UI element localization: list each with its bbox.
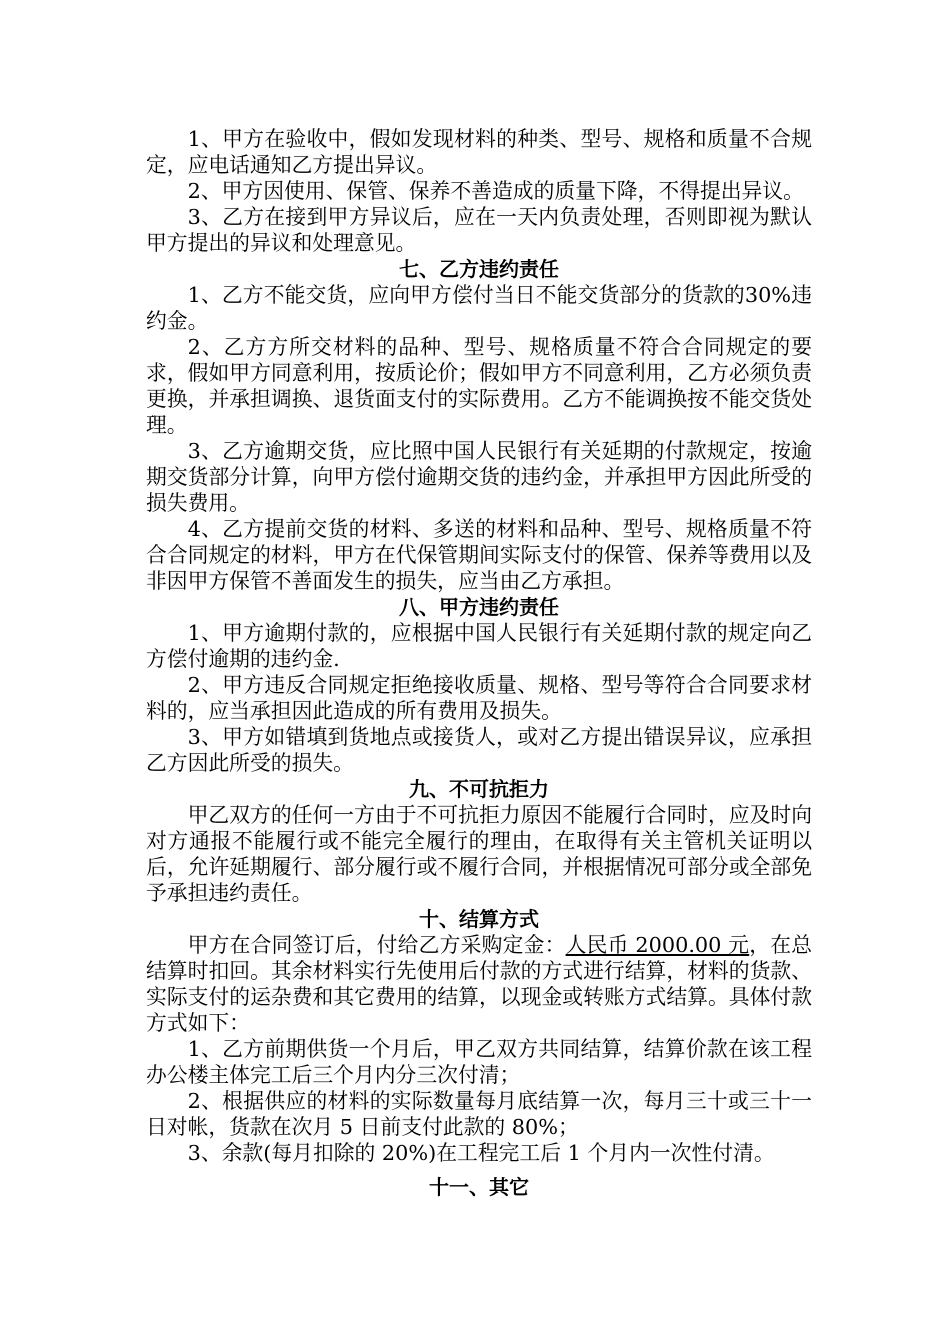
sec7-item-4: 4、乙方提前交货的材料、多送的材料和品种、型号、规格质量不符合合同规定的材料，甲方在代保管期间实际支付的保管、保养等费用以及非因甲方保管不善面发生的损失，应当由乙方承担。 — [146, 517, 812, 593]
sec10-intro-before: 甲方在合同签订后，付给乙方采购定金： — [187, 933, 566, 957]
sec10-item-1: 1、乙方前期供货一个月后，甲乙双方共同结算，结算价款在该工程办公楼主体完工后三个月内分三次付清； — [146, 1037, 812, 1087]
sec10-item-3: 3、余款(每月扣除的 20%)在工程完工后 1 个月内一次性付清。 — [187, 1141, 775, 1165]
sec7-item-1: 1、乙方不能交货，应向甲方偿付当日不能交货部分的货款的30%违约金。 — [146, 283, 812, 333]
sec11-heading: 十一、其它 — [429, 1175, 529, 1199]
deposit-amount: 人民币 2000.00 元 — [565, 933, 750, 957]
sec10-intro-after: ，在总结算时扣回。其余材料实行先使用后付款的方式进行结算，材料的货款、实际支付的运杂费和其它费用的结算，以现金或转账方式结算。具体付款方式如下： — [146, 933, 812, 1035]
sec8-heading: 八、甲方违约责任 — [399, 595, 559, 619]
sec8-item-1: 1、甲方逾期付款的，应根据中国人民银行有关延期付款的规定向乙方偿付逾期的违约金. — [146, 621, 812, 671]
sec7-item-3: 3、乙方逾期交货，应比照中国人民银行有关延期的付款规定，按逾期交货部分计算，向甲方偿付逾期交货的违约金，并承担甲方因此所受的损失费用。 — [146, 439, 812, 515]
sec7-heading: 七、乙方违约责任 — [399, 257, 559, 281]
sec8-item-2: 2、甲方违反合同规定拒绝接收质量、规格、型号等符合合同要求材料的，应当承担因此造成的所有费用及损失。 — [146, 673, 812, 723]
sec10-item-2: 2、根据供应的材料的实际数量每月底结算一次，每月三十或三十一日对帐，货款在次月 5 日前支付此款的 80%； — [146, 1089, 812, 1139]
sec6-item-3: 3、乙方在接到甲方异议后，应在一天内负责处理，否则即视为默认甲方提出的异议和处理意见。 — [146, 205, 812, 255]
sec10-heading: 十、结算方式 — [419, 907, 539, 931]
sec9-text: 甲乙双方的任何一方由于不可抗拒力原因不能履行合同时，应及时向对方通报不能履行或不能完全履行的理由，在取得有关主管机关证明以后，允许延期履行、部分履行或不履行合同，并根据情况可部分或全部免予承担违约责任。 — [146, 803, 812, 905]
sec7-item-2: 2、乙方方所交材料的品种、型号、规格质量不符合合同规定的要求，假如甲方同意利用，按质论价；假如甲方不同意利用，乙方必须负责更换，并承担调换、退货面支付的实际费用。乙方不能调换按不能交货处理。 — [146, 335, 812, 437]
sec9-heading: 九、不可抗拒力 — [409, 777, 549, 801]
sec8-item-3: 3、甲方如错填到货地点或接货人，或对乙方提出错误异议，应承担乙方因此所受的损失。 — [146, 725, 812, 775]
sec10-intro — [146, 932, 812, 1036]
contract-page — [146, 126, 812, 1200]
sec6-item-2: 2、甲方因使用、保管、保养不善造成的质量下降，不得提出异议。 — [187, 179, 804, 203]
sec6-item-1: 1、甲方在验收中，假如发现材料的种类、型号、规格和质量不合规定，应电话通知乙方提出异议。 — [146, 127, 812, 177]
